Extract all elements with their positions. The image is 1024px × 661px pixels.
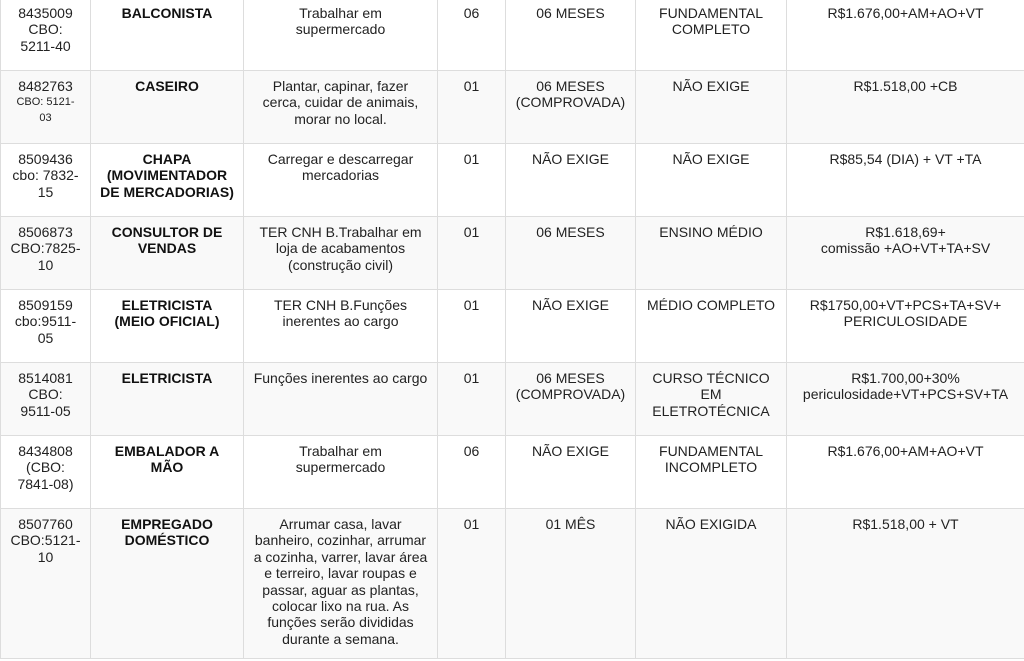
job-code: 8509159 [18, 297, 73, 313]
job-openings: 06 [438, 0, 506, 71]
table-row [1, 0, 1024, 71]
job-activities: TER CNH B.Funções inerentes ao cargo [244, 290, 438, 363]
job-code-cell [1, 509, 91, 659]
cbo-code: cbo:9511- 05 [14, 313, 77, 346]
job-code-cell [1, 363, 91, 436]
job-activities: Carregar e descarregar mercadorias [244, 144, 438, 217]
job-activities: Trabalhar em supermercado [244, 436, 438, 509]
job-activities: Funções inerentes ao cargo [244, 363, 438, 436]
job-code-cell [1, 144, 91, 217]
job-experience: 06 MESES [506, 0, 636, 71]
job-title: CONSULTOR DE VENDAS [91, 217, 244, 290]
cbo-code: CBO:7825- 10 [10, 240, 81, 273]
job-code: 8514081 [18, 370, 73, 386]
job-code: 8506873 [18, 224, 73, 240]
job-education: MÉDIO COMPLETO [636, 290, 787, 363]
cbo-code: (CBO: 7841-08) [17, 459, 74, 492]
job-openings: 01 [438, 217, 506, 290]
cbo-code: cbo: 7832- 15 [12, 167, 79, 200]
job-experience: NÃO EXIGE [506, 436, 636, 509]
job-salary: R$1.518,00 +CB [787, 71, 1024, 144]
table-row [1, 436, 1024, 509]
job-title: ELETRICISTA (MEIO OFICIAL) [91, 290, 244, 363]
table-row [1, 71, 1024, 144]
job-code-cell [1, 217, 91, 290]
job-experience: 06 MESES (COMPROVADA) [506, 363, 636, 436]
job-experience: 01 MÊS [506, 509, 636, 659]
job-activities: Trabalhar em supermercado [244, 0, 438, 71]
job-title: BALCONISTA [91, 0, 244, 71]
job-education: FUNDAMENTAL INCOMPLETO [636, 436, 787, 509]
job-title: ELETRICISTA [91, 363, 244, 436]
cbo-code: CBO:5121- 10 [10, 532, 81, 565]
job-title: CHAPA (MOVIMENTADOR DE MERCADORIAS) [91, 144, 244, 217]
job-code: 8482763 [18, 78, 73, 94]
job-salary: R$85,54 (DIA) + VT +TA [787, 144, 1024, 217]
job-salary: R$1.676,00+AM+AO+VT [787, 0, 1024, 71]
job-code-cell [1, 290, 91, 363]
job-openings: 01 [438, 363, 506, 436]
job-salary: R$1.676,00+AM+AO+VT [787, 436, 1024, 509]
job-activities: Arrumar casa, lavar banheiro, cozinhar, arrumar a cozinha, varrer, lavar área e terreiro, lavar roupas e passar, aguar as plantas, colocar lixo na rua. As funções serão divididas durante a semana. [244, 509, 438, 659]
job-experience: NÃO EXIGE [506, 144, 636, 217]
job-title: EMPREGADO DOMÉSTICO [91, 509, 244, 659]
job-openings: 06 [438, 436, 506, 509]
job-code-cell [1, 0, 91, 71]
job-code: 8435009 [18, 5, 73, 21]
job-openings: 01 [438, 71, 506, 144]
cbo-code: CBO: 5211-40 [20, 21, 71, 54]
job-title: CASEIRO [91, 71, 244, 144]
job-education: NÃO EXIGE [636, 144, 787, 217]
table-row [1, 509, 1024, 659]
job-code-cell [1, 436, 91, 509]
job-education: NÃO EXIGE [636, 71, 787, 144]
job-salary: R$1.618,69+ comissão +AO+VT+TA+SV [787, 217, 1024, 290]
job-experience: 06 MESES (COMPROVADA) [506, 71, 636, 144]
job-experience: NÃO EXIGE [506, 290, 636, 363]
job-title: EMBALADOR A MÃO [91, 436, 244, 509]
job-activities: TER CNH B.Trabalhar em loja de acabamentos (construção civil) [244, 217, 438, 290]
table-row [1, 217, 1024, 290]
job-activities: Plantar, capinar, fazer cerca, cuidar de animais, morar no local. [244, 71, 438, 144]
job-salary: R$1750,00+VT+PCS+TA+SV+ PERICULOSIDADE [787, 290, 1024, 363]
table-row [1, 144, 1024, 217]
job-code: 8434808 [18, 443, 73, 459]
job-education: NÃO EXIGIDA [636, 509, 787, 659]
job-code: 8507760 [18, 516, 73, 532]
job-education: ENSINO MÉDIO [636, 217, 787, 290]
cbo-code: CBO: 5121- 03 [16, 96, 75, 125]
job-salary: R$1.700,00+30% periculosidade+VT+PCS+SV+TA [787, 363, 1024, 436]
job-education: CURSO TÉCNICO EM ELETROTÉCNICA [636, 363, 787, 436]
job-salary: R$1.518,00 + VT [787, 509, 1024, 659]
table-row [1, 363, 1024, 436]
job-code: 8509436 [18, 151, 73, 167]
table-row [1, 290, 1024, 363]
job-education: FUNDAMENTAL COMPLETO [636, 0, 787, 71]
job-openings: 01 [438, 509, 506, 659]
job-openings: 01 [438, 290, 506, 363]
job-openings: 01 [438, 144, 506, 217]
job-code-cell [1, 71, 91, 144]
job-experience: 06 MESES [506, 217, 636, 290]
cbo-code: CBO: 9511-05 [20, 386, 71, 419]
